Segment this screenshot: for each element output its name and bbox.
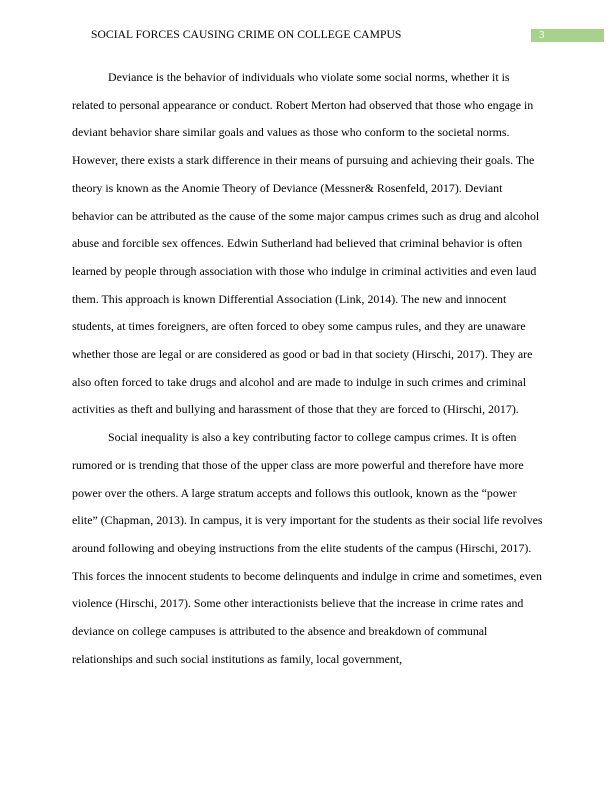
page-number: 3 (531, 29, 604, 42)
body-text (72, 64, 544, 673)
paragraph-social-inequality: Social inequality is also a key contributing factor to college campus crimes. It is often rumored or is trending that those of the upper class are more powerful and therefore have more power over the others. A large stratum accepts and follows this outlook, known as the “power elite” (Chapman, 2013). In campus, it is very important for the students as their social life revolves around following and obeying instructions from the elite students of the campus (Hirschi, 2017). This forces the innocent students to become delinquents and indulge in crime and sometimes, even violence (Hirschi, 2017). Some other interactionists believe that the increase in crime rates and deviance on college campuses is attributed to the absence and breakdown of communal relationships and such social institutions as family, local government, (72, 430, 543, 666)
running-head: SOCIAL FORCES CAUSING CRIME ON COLLEGE CAMPUS (91, 28, 402, 41)
paragraph-deviance: Deviance is the behavior of individuals who violate some social norms, whether it is related to personal appearance or conduct. Robert Merton had observed that those who engage in deviant behavior share similar goals and values as those who conform to the societal norms. However, there exists a stark difference in their means of pursuing and achieving their goals. The theory is known as the Anomie Theory of Deviance (Messner& Rosenfeld, 2017). Deviant behavior can be attributed as the cause of the some major campus crimes such as drug and alcohol abuse and forcible sex offences. Edwin Sutherland had believed that criminal behavior is often learned by people through association with those who indulge in criminal activities and even laud them. This approach is known Differential Association (Link, 2014). The new and innocent students, at times foreigners, are often forced to obey some campus rules, and they are unaware whether those are legal or are considered as good or bad in that society (Hirschi, 2017). They are also often forced to take drugs and alcohol and are made to indulge in such crimes and criminal activities as theft and bullying and harassment of those that they are forced to (Hirschi, 2017). (72, 70, 540, 417)
